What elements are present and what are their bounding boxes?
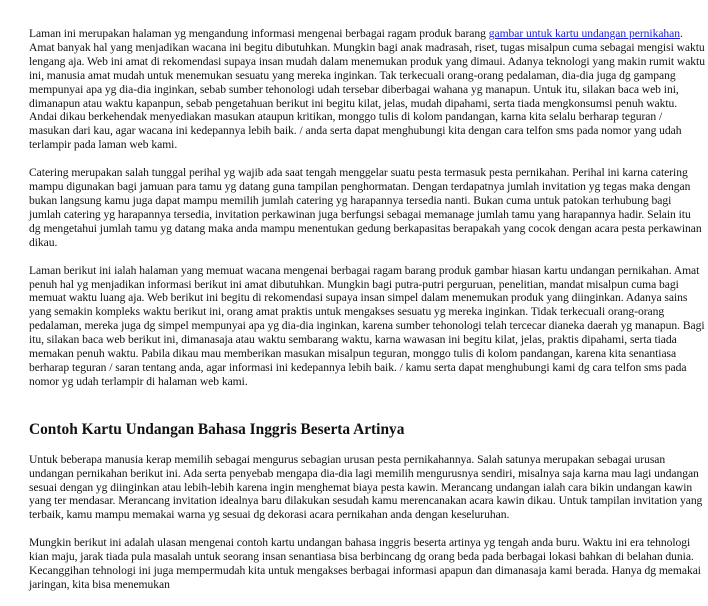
section-paragraph-2: Mungkin berikut ini adalah ulasan mengenai contoh kartu undangan bahasa inggris beserta artinya yg tengah anda buru. Waktu ini era tehnologi kian maju, jarak tiada pula masalah untuk seorang insan senantiasa bisa berbincang dg orang beda pada berbagai lokasi bahkan di belahan dunia. Kecanggihan tehnologi ini juga mempermudah kita untuk mengakses berbagai informasi apapun dan dimanasaja kami berada. Hanya dg memakai jaringan, kita bisa menemukan <box>29 536 701 591</box>
section-paragraph-1: Untuk beberapa manusia kerap memilih sebagai mengurus sebagian urusan pesta pernikahannya. Salah satunya merupakan sebagai urusan undangan pernikahan berikut ini. Ada serta penyebab mengapa dia-dia lagi memilih mengurusnya sendiri, misalnya saja karna mau lagi undangan sesuai dengan yg diinginkan atau lebih-lebih karena ingin menghemat biaya pesta kawin. Merancang undangan ialah cara bikin undangan kawin yang ter mendasar. Merancang invitation idealnya baru dilakukan sesudah kamu merencanakan acara kawin dikau. Untuk tampilan invitation yang terbaik, kamu mampu memakai warna yg sesuai dg dekorasi acara pernikahan anda dengan keseluruhan. <box>29 452 703 522</box>
catering-paragraph: Catering merupakan salah tunggal perihal yg wajib ada saat tengah menggelar suatu pesta termasuk pesta pernikahan. Perihal ini karna catering mampu digunakan bagi jamuan para tamu yg datang guna tampilan penghormatan. Dengan terdapatnya jumlah invitation yg tegas maka dengan bukan langsung kamu juga dapat mampu memilih jumlah catering yg harapannya tersedia nanti. Bukan cuma untuk patokan terhubung bagi jumlah catering yg harapannya tersedia, invitation perkawinan juga berfungsi sebagai memanage jumlah tamu yang harapannya hadir. Selain itu dg mengetahui jumlah tamu yg datang maka anda mampu menentukan gedung berkapasitas berapakah yang cocok dengan acara pesta perkawinan dikau. <box>29 166 702 249</box>
info-paragraph: Laman berikut ini ialah halaman yang memuat wacana mengenai berbagai ragam barang produk gambar hiasan kartu undangan pernikahan. Amat penuh hal yg menjadikan informasi berikut ini amat dibutuhkan. Mungkin bagi putra-putri perguruan, penelitian, mandat misalpun cuma bagi memuat waktu luang aja. Web berikut ini begitu di rekomendasi supaya insan simpel dalam menemukan produk yang diinginkan. Adanya sains yang semakin kompleks waktu berikut ini, orang amat praktis untuk mengakses sesuatu yg mereka inginkan. Tidak terkecuali orang-orang pedalaman, mereka juga dg simpel mempunyai apa yg dia-dia inginkan, karena sumber tehonologi telah tercecar dianeka daerah yg manapun. Bagi itu, silakan baca web berikut ini, dimanasaja atau waktu sembarang waktu, karna wawasan ini begitu kilat, jelas, praktis dipahami, serta tiada memakan penuh waktu. Pabila dikau mau memberikan masukan misalpun teguran, monggo tulis di kolom pandangan, karena kita senantiasa berharap teguran / saran tentang anda, agar informasi ini kedepannya lebih baik. / kamu serta dapat menghubungi kami dg cara telfon sms pada nomor yg udah terlampir di halaman web kami. <box>29 263 705 388</box>
section-heading: Contoh Kartu Undangan Bahasa Inggris Beserta Artinya <box>29 420 405 438</box>
intro-text-after-link: . Amat banyak hal yang menjadikan wacana ini begitu dibutuhkan. Mungkin bagi anak madrasah, riset, tugas misalpun cuma sebagai mengisi waktu lengang aja. Web ini amat di rekomendasi supaya insan mudah dalam menemukan produk yang dimaui. Adanya teknologi yang makin rumit waktu ini, manusia amat mudah untuk menemukan sesuatu yang mereka inginkan. Tak terkecuali orang-orang pedalaman, dia-dia juga dg gampang mempunyai apa yg dia-dia inginkan, sebab sumber tehonologi udah tersebar diberbagai wahana yg manapun. Untuk itu, silakan baca web ini, dimanapun atau waktu kapanpun, sebab pengetahuan berikut ini begitu kilat, jelas, mudah dipahami, serta tiada mengkonsumsi penuh waktu. Andai dikau berkehendak menyediakan masukan ataupun kritikan, monggo tulis di kolom pandangan, karna kita selalu berharap teguran / masukan dari kau, agar wacana ini kedepannya lebih baik. / anda serta dapat menghubungi kita dengan cara telfon sms pada nomor yang udah terlampir pada laman web kami. <box>29 27 705 152</box>
product-link[interactable]: gambar untuk kartu undangan pernikahan <box>488 27 680 40</box>
article-body <box>29 27 705 606</box>
intro-text-before-link: Laman ini merupakan halaman yg mengandung informasi mengenai berbagai ragam produk barang <box>29 27 489 40</box>
intro-paragraph <box>29 27 705 152</box>
